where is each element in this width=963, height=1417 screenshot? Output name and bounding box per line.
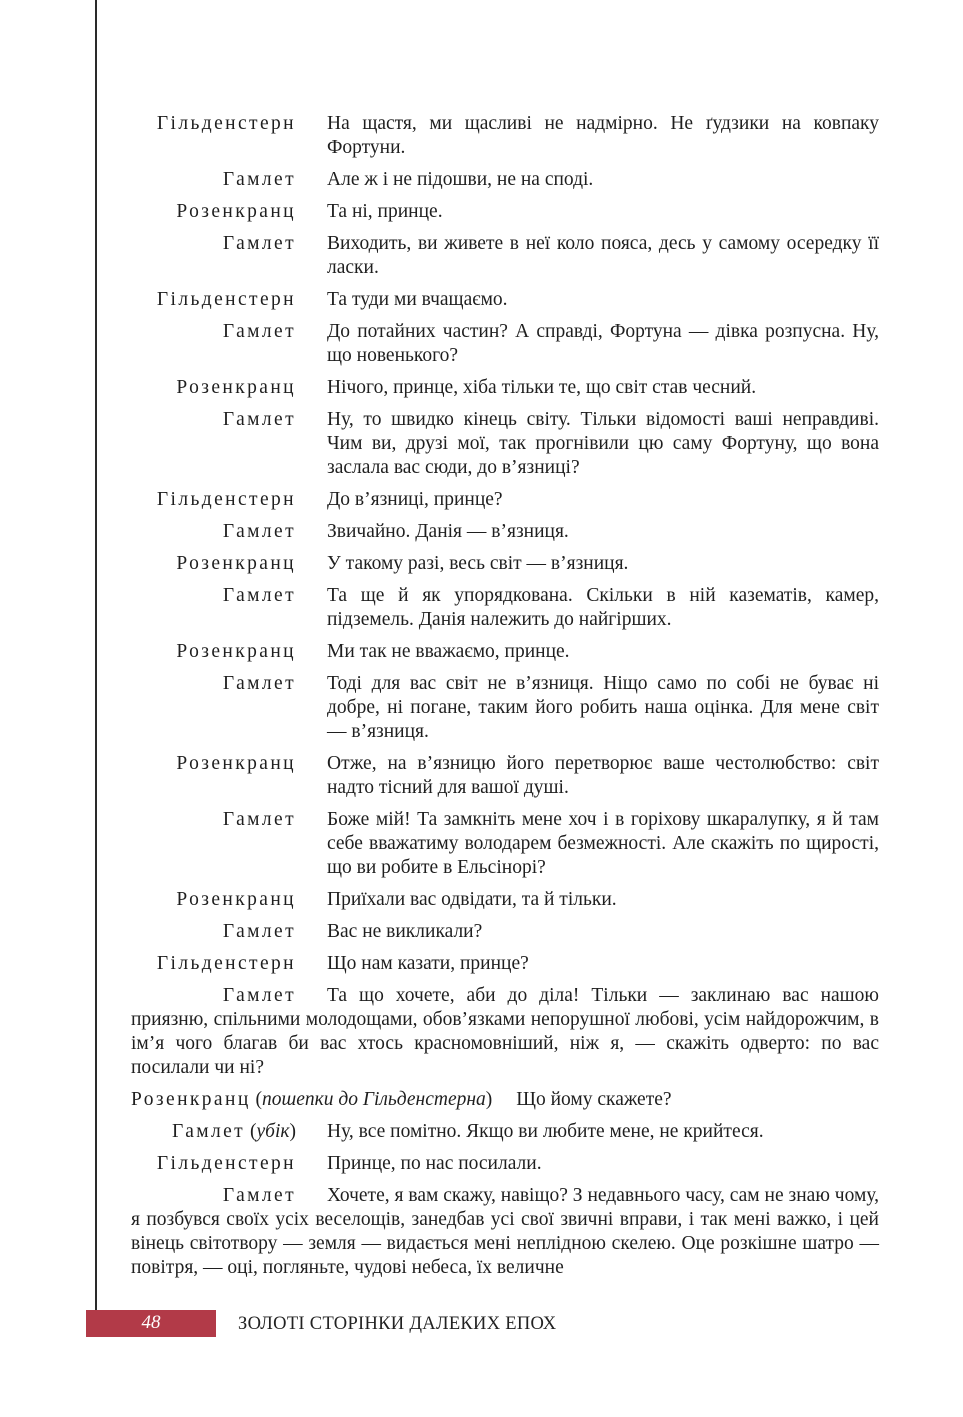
speaker-name: Розенкранц — [131, 1089, 251, 1110]
speech-row — [131, 808, 879, 880]
dialogue-body — [131, 112, 879, 1288]
speech-text: Вас не викликали? — [327, 921, 483, 942]
speaker-name: Гамлет — [222, 409, 296, 430]
speaker-block — [131, 1120, 327, 1144]
paren-close: ) — [485, 1089, 493, 1110]
speech-text: Тоді для вас світ не в’язниця. Ніщо само по собі не буває ні добре, ні погане, таким його робить наша оцінка. Для мене світ — в’язниця. — [327, 673, 879, 742]
speaker-name: Гамлет — [222, 169, 296, 190]
speech-text: Але ж і не підошви, не на споді. — [327, 169, 594, 190]
speaker-name: Гамлет — [222, 233, 296, 254]
speech-row — [131, 200, 879, 224]
speaker-name: Розенкранц — [176, 201, 296, 222]
speech-row — [131, 640, 879, 664]
page-number: 48 — [141, 1312, 161, 1333]
speaker-name: Гамлет — [222, 585, 296, 606]
speech-row — [131, 376, 879, 400]
speech-text: Та ні, принце. — [327, 201, 443, 222]
speech-row — [131, 168, 879, 192]
speech-text: Приїхали вас одвідати, та й тільки. — [327, 889, 617, 910]
stage-direction: пошепки до Гільденстерна — [262, 1089, 486, 1110]
speaker-name: Гільденстерн — [156, 289, 296, 310]
speech-row — [131, 488, 879, 512]
speaker-name: Гамлет — [222, 673, 296, 694]
speaker-name: Гамлет — [222, 985, 296, 1006]
speaker-name: Гамлет — [222, 1185, 296, 1206]
speaker-name: Гамлет — [172, 1121, 246, 1142]
speech-row — [131, 920, 879, 944]
speech-list — [131, 112, 879, 976]
speaker-name: Розенкранц — [176, 753, 296, 774]
speech-text: Та ще й як упорядкована. Скільки в ній казематів, камер, підземель. Данія належить до найгірших. — [327, 585, 879, 630]
speech-row — [131, 288, 879, 312]
speech-row — [131, 952, 879, 976]
speaker-name: Гамлет — [222, 921, 296, 942]
speech-row — [131, 320, 879, 368]
page-number-band — [86, 1310, 216, 1337]
speech-text: До в’язниці, принце? — [327, 489, 503, 510]
speech-text: Ну, все помітно. Якщо ви любите мене, не крийтеся. — [327, 1121, 764, 1142]
paren-close: ) — [289, 1121, 296, 1142]
long-speech-hamlet-2 — [131, 1184, 879, 1280]
speech-text: Боже мій! Та замкніть мене хоч і в горіхову шкаралупку, я й там себе вважатиму володарем безмежності. Але скажіть по щирості, що ви робите в Ельсінорі? — [327, 809, 879, 878]
speech-text: Хочете, я вам скажу, навіщо? З недавнього часу, сам не знаю чому, я позбувся своїх усіх веселощів, занедбав усі свої звичні вправи, і так мені важко, і цей вінець світотвору — земля — видається мені неплідною скелею. Оце розкішне шатро — повітря, — оці, погляньте, чудові небеса, їх величне — [131, 1185, 879, 1278]
speech-text: У такому разі, весь світ — в’язниця. — [327, 553, 629, 574]
speech-text: Що нам казати, принце? — [327, 953, 529, 974]
speaker-name: Розенкранц — [176, 553, 296, 574]
speech-text: Та туди ми вчащаємо. — [327, 289, 508, 310]
speech-row — [131, 552, 879, 576]
speech-row — [131, 232, 879, 280]
paren-open: ( — [255, 1089, 263, 1110]
speech-text: Виходить, ви живете в неї коло пояса, десь у самому осередку її ласки. — [327, 233, 879, 278]
speaker-name: Розенкранц — [176, 377, 296, 398]
speech-text: Отже, на в’язницю його перетворює ваше честолюбство: світ надто тісний для вашої душі. — [327, 753, 879, 798]
margin-rule — [95, 0, 97, 1336]
speech-rosencrantz-aside — [131, 1088, 879, 1112]
speech-hamlet-aside — [131, 1120, 879, 1144]
speech-text: До потайних частин? А справді, Фортуна — дівка розпусна. Ну, що новенького? — [327, 321, 879, 366]
speech-row — [131, 112, 879, 160]
speech-text: Що йому скажете? — [516, 1089, 672, 1110]
speaker-name: Гільденстерн — [156, 113, 296, 134]
speaker-name: Гамлет — [222, 321, 296, 342]
running-footer-title: ЗОЛОТІ СТОРІНКИ ДАЛЕКИХ ЕПОХ — [238, 1314, 557, 1334]
speech-row — [131, 520, 879, 544]
speech-row — [131, 752, 879, 800]
speaker-name: Гільденстерн — [156, 489, 296, 510]
paren-open: ( — [249, 1121, 257, 1142]
long-speech-hamlet-1 — [131, 984, 879, 1080]
speaker-name: Розенкранц — [176, 889, 296, 910]
speaker-name: Розенкранц — [176, 641, 296, 662]
speaker-name: Гамлет — [222, 521, 296, 542]
speech-text: Ну, то швидко кінець світу. Тільки відомості ваші неправдиві. Чим ви, друзі мої, так прогнівили цю саму Фортуну, що вона заслала вас сюди, до в’язниці? — [327, 409, 879, 478]
speech-text: На щастя, ми щасливі не надмірно. Не ґудзики на ковпаку Фортуни. — [327, 113, 879, 158]
speech-row — [131, 584, 879, 632]
speech-text: Ми так не вважаємо, принце. — [327, 641, 570, 662]
speech-text: Звичайно. Данія — в’язниця. — [327, 521, 569, 542]
speech-text: Нічого, принце, хіба тільки те, що світ став чесний. — [327, 377, 757, 398]
speech-guildenstern-reply — [131, 1152, 879, 1176]
speech-row — [131, 408, 879, 480]
speaker-name: Гільденстерн — [156, 1153, 296, 1174]
speech-row — [131, 672, 879, 744]
stage-direction: убік — [256, 1121, 290, 1142]
speech-text: Та що хочете, аби до діла! Тільки — заклинаю вас нашою приязню, спільними молодощами, обов’язками непорушної любові, усім найдорожчим, в ім’я чого благав би вас хтось красномовніший, ніж я, — скажіть одверто: по вас посилали чи ні? — [131, 985, 879, 1078]
speaker-name: Гамлет — [222, 809, 296, 830]
speaker-name: Гільденстерн — [156, 953, 296, 974]
speech-text: Принце, по нас посилали. — [327, 1153, 542, 1174]
speech-row — [131, 888, 879, 912]
